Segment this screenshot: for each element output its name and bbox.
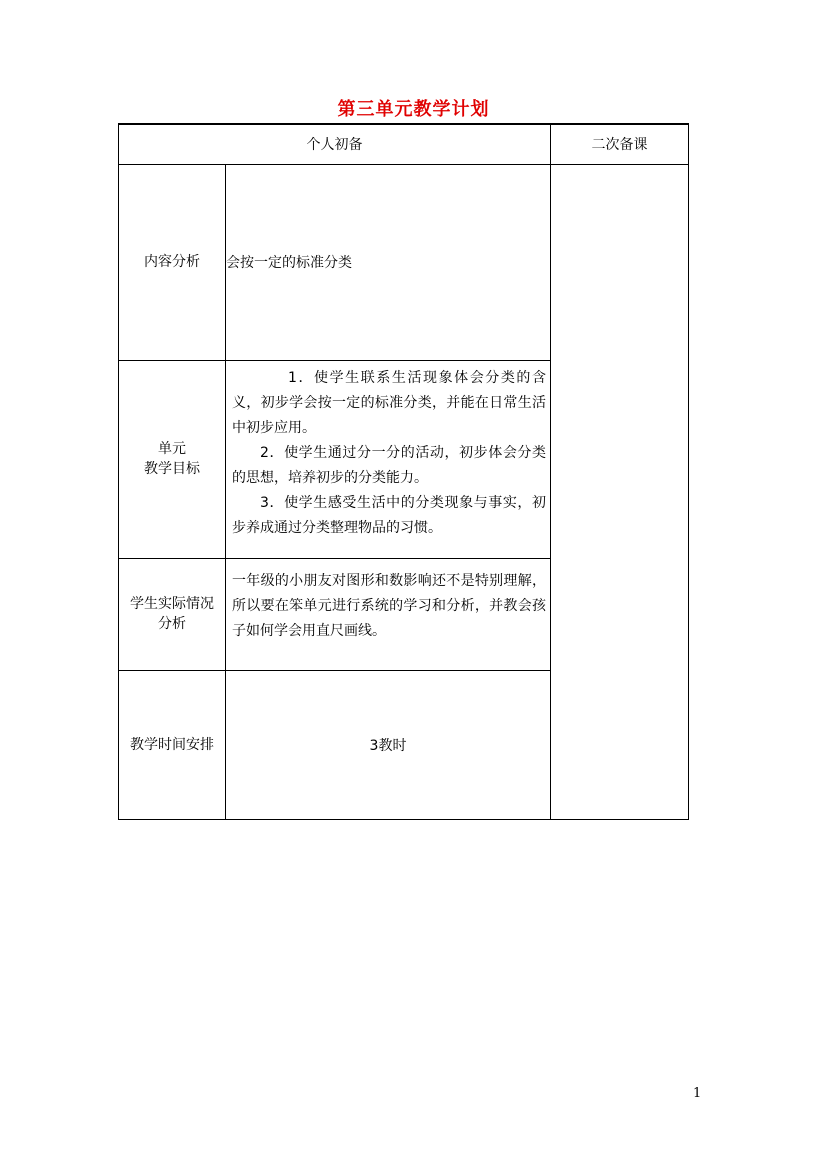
goal-item-2: 2．使学生通过分一分的活动，初步体会分类的思想，培养初步的分类能力。	[232, 444, 546, 486]
row-content-analysis	[119, 164, 689, 360]
header-row	[119, 124, 689, 164]
unit-goals-label	[119, 360, 226, 558]
content-analysis-label: 内容分析	[119, 164, 226, 360]
schedule-text: 3教时	[226, 670, 551, 819]
unit-goals-label-line2: 教学目标	[144, 461, 200, 477]
header-second-prep: 二次备课	[551, 124, 689, 164]
second-prep-cell	[551, 164, 689, 819]
unit-goals-label-line1: 单元	[158, 441, 186, 457]
student-situation-label-line1: 学生实际情况	[130, 596, 214, 612]
student-situation-text: 一年级的小朋友对图形和数影响还不是特别理解，所以要在笨单元进行系统的学习和分析，并教会孩子如何学会用直尺画线。	[226, 558, 551, 670]
page-number: 1	[693, 1086, 702, 1101]
student-situation-label-line2: 分析	[158, 616, 186, 632]
page-title: 第三单元教学计划	[337, 99, 490, 120]
header-personal-prep: 个人初备	[119, 124, 551, 164]
teaching-plan-table	[118, 123, 689, 820]
schedule-label: 教学时间安排	[119, 670, 226, 819]
goal-item-1: 1．使学生联系生活现象体会分类的含义，初步学会按一定的标准分类，并能在日常生活中初步应用。	[232, 369, 546, 436]
unit-goals-content	[226, 360, 551, 558]
goal-item-3: 3．使学生感受生活中的分类现象与事实，初步养成通过分类整理物品的习惯。	[232, 494, 546, 536]
student-situation-label	[119, 558, 226, 670]
content-analysis-text: 会按一定的标准分类	[226, 164, 551, 360]
